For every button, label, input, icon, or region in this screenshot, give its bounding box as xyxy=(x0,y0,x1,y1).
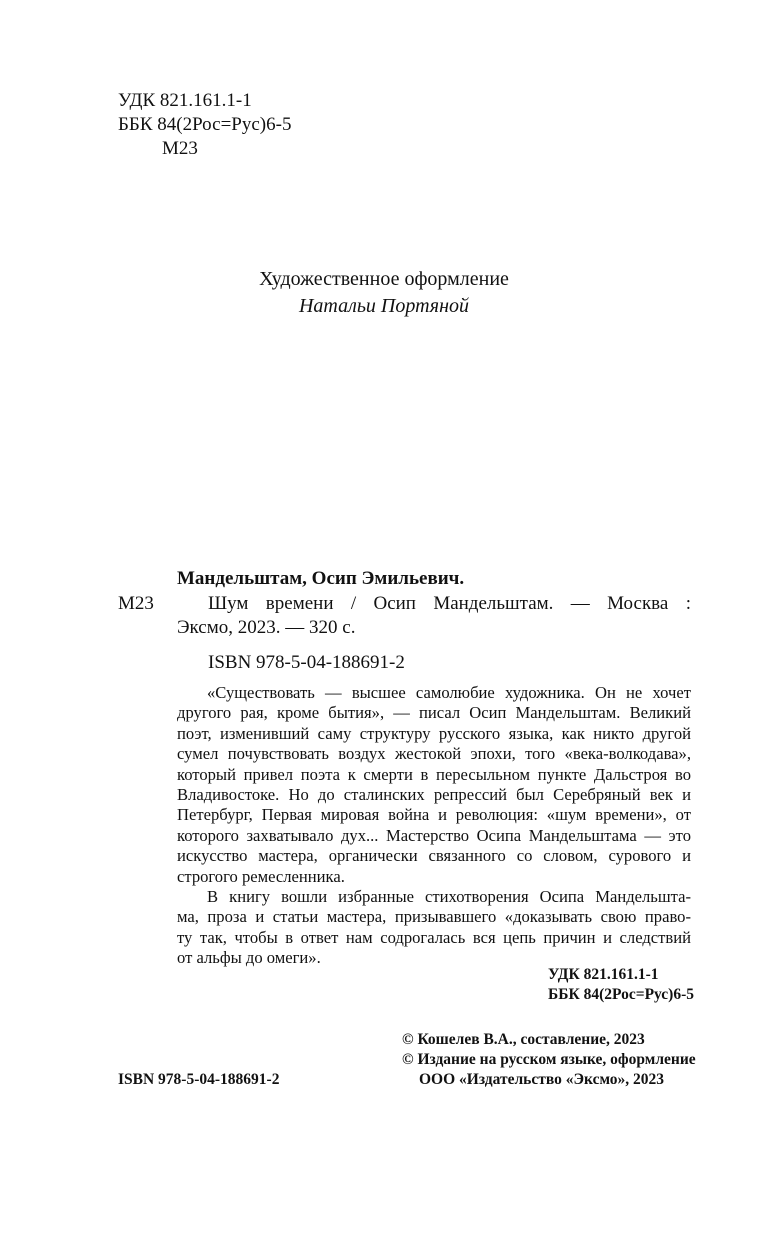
annotation-line: В книгу вошли избранные стихотворения Осипа Мандельшта- xyxy=(207,887,691,907)
annotation-line: который привел поэта к смерти в пересыльном пункте Дальстроя во xyxy=(177,764,691,784)
entry-author-mark: М23 xyxy=(118,593,154,614)
annotation-line: другого рая, кроме бытия», — писал Осип Мандельштам. Великий xyxy=(177,703,691,723)
annotation xyxy=(177,683,691,969)
copyright-publisher: ООО «Издательство «Эксмо», 2023 xyxy=(419,1071,665,1088)
title-word: — xyxy=(570,593,590,614)
entry-title-line xyxy=(208,592,691,616)
title-word: Шум xyxy=(208,593,249,614)
title-word: : xyxy=(685,593,691,614)
annotation-line: «Существовать — высшее самолюбие художника. Он не хочет xyxy=(207,683,691,702)
annotation-line: Петербург, Первая мировая война и революция: «шум времени», от xyxy=(177,805,691,825)
copyright-edition: © Издание на русском языке, оформление xyxy=(402,1051,696,1068)
design-credit xyxy=(0,266,768,320)
footer-udk-code: УДК 821.161.1-1 xyxy=(548,966,659,983)
entry-isbn: ISBN 978-5-04-188691-2 xyxy=(208,652,405,673)
annotation-line: строгого ремесленника. xyxy=(177,866,345,886)
author-mark: М23 xyxy=(162,138,198,159)
annotation-line: от альфы до омеги». xyxy=(177,948,321,968)
title-word: времени xyxy=(265,593,334,614)
footer-bbk-code: ББК 84(2Рос=Рус)6-5 xyxy=(548,986,695,1003)
title-word: Осип xyxy=(373,593,416,614)
designer-name: Натальи Портяной xyxy=(298,295,470,317)
udk-code: УДК 821.161.1-1 xyxy=(118,90,252,111)
annotation-line: ма, проза и статьи мастера, призывавшего «доказывать свою право- xyxy=(177,907,691,927)
bbk-code: ББК 84(2Рос=Рус)6-5 xyxy=(118,114,292,135)
annotation-line: которого захватывало дух... Мастерство Осипа Мандельштама — это xyxy=(177,825,691,845)
annotation-line: сумел почувствовать воздух жестокой эпохи, того «века-волкодава», xyxy=(177,744,691,764)
title-word: / xyxy=(350,593,357,614)
title-word: Москва xyxy=(607,593,669,614)
title-word: Мандельштам. xyxy=(433,593,554,614)
entry-imprint: Эксмо, 2023. — 320 с. xyxy=(177,617,356,638)
author-heading: Мандельштам, Осип Эмильевич. xyxy=(177,568,465,589)
annotation-line: Владивостоке. Но до сталинских репрессий был Серебряный век и xyxy=(177,785,691,805)
footer-isbn: ISBN 978-5-04-188691-2 xyxy=(118,1071,280,1088)
annotation-line: искусство мастера, органически связанного со словом, сурового и xyxy=(177,846,691,866)
design-credit-label: Художественное оформление xyxy=(259,268,509,290)
copyright-compiler: © Кошелев В.А., составление, 2023 xyxy=(402,1031,645,1048)
annotation-line: поэт, изменивший саму структуру русского языка, как никто другой xyxy=(177,723,691,743)
annotation-line: ту так, чтобы в ответ нам содрогалась вся цепь причин и следствий xyxy=(177,927,691,947)
